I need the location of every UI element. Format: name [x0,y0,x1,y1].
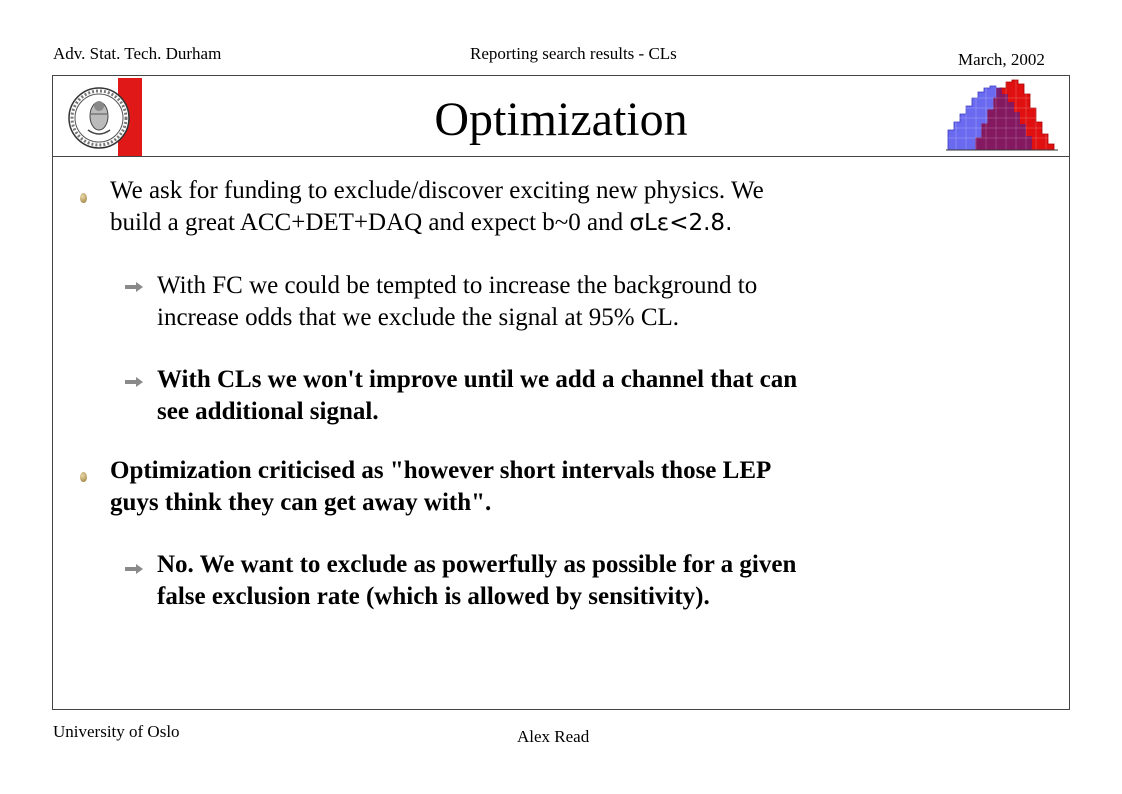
item-1-symbol: σLε<2.8. [629,210,733,236]
item-1-line-1: We ask for funding to exclude/discover exciting new physics. We [110,177,764,204]
round-bullet-icon [80,472,87,482]
header-right: March, 2002 [958,50,1045,69]
list-item [157,364,1037,428]
list-item [110,175,1010,239]
header-left: Adv. Stat. Tech. Durham [53,44,222,63]
list-item [110,455,1030,519]
item-1-line-2 [110,207,1010,239]
item-5-line-2: false exclusion rate (which is allowed by sensitivity). [157,583,710,610]
header-center: Reporting search results - CLs [470,44,677,63]
item-5-line-1: No. We want to exclude as powerfully as possible for a given [157,551,797,578]
item-3-line-1: With CLs we won't improve until we add a channel that can [157,366,798,393]
round-bullet-icon [80,193,87,203]
list-item [157,270,1037,334]
slide-title: Optimization [434,93,688,146]
item-3-line-2: see additional signal. [157,398,379,425]
item-4-line-2: guys think they can get away with". [110,489,492,516]
list-item [157,549,1057,613]
footer-center: Alex Read [517,727,590,746]
arrow-bullet-icon [124,281,144,293]
title-divider [52,156,1070,157]
item-1-line-2-text: build a great ACC+DET+DAQ and expect b~0 and [110,209,630,236]
histogram-icon [946,78,1066,159]
footer-left: University of Oslo [53,722,180,741]
item-2-line-2: increase odds that we exclude the signal at 95% CL. [157,304,680,331]
item-4-line-1: Optimization criticised as "however short intervals those LEP [110,457,772,484]
arrow-bullet-icon [124,563,144,575]
item-2-line-1: With FC we could be tempted to increase the background to [157,272,758,299]
arrow-bullet-icon [124,376,144,388]
